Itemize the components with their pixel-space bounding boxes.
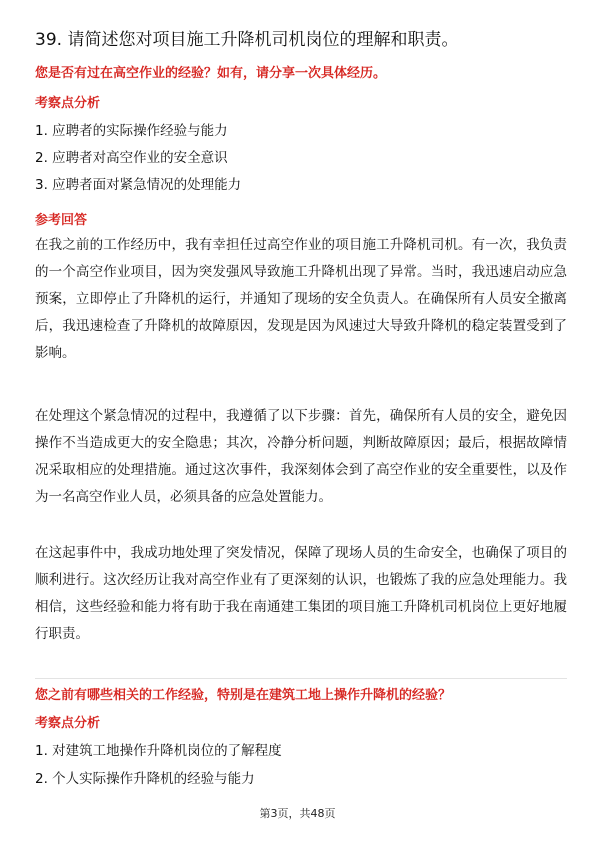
page-footer: 第3页，共48页	[259, 807, 336, 820]
analysis-heading-1: 考察点分析	[35, 96, 101, 111]
answer-paragraph: 在这起事件中，我成功地处理了突发情况，保障了现场人员的生命安全，也确保了项目的顺利进行。这次经历让我对高空作业有了更深刻的认识，也锻炼了我的应急处理能力。我相信，这些经验和能力将有助于我在南通建工集团的项目施工升降机司机岗位上更好地履行职责。	[35, 545, 567, 642]
analysis-heading-2: 考察点分析	[35, 716, 101, 731]
answer-paragraph: 在处理这个紧急情况的过程中，我遵循了以下步骤：首先，确保所有人员的安全，避免因操作不当造成更大的安全隐患；其次，冷静分析问题，判断故障原因；最后，根据故障情况采取相应的处理措施。通过这次事件，我深刻体会到了高空作业的安全重要性，以及作为一名高空作业人员，必须具备的应急处置能力。	[35, 408, 567, 505]
section-divider	[35, 678, 567, 679]
analysis-item: 2. 个人实际操作升降机的经验与能力	[35, 771, 255, 787]
analysis-item: 1. 应聘者的实际操作经验与能力	[35, 123, 228, 139]
analysis-item: 3. 应聘者面对紧急情况的处理能力	[35, 177, 242, 193]
answer-heading: 参考回答	[35, 213, 88, 228]
analysis-item: 2. 应聘者对高空作业的安全意识	[35, 150, 228, 166]
question-title: 39. 请简述您对项目施工升降机司机岗位的理解和职责。	[35, 30, 459, 50]
followup-question-2: 您之前有哪些相关的工作经验，特别是在建筑工地上操作升降机的经验？	[35, 688, 452, 703]
followup-question-1: 您是否有过在高空作业的经验？如有，请分享一次具体经历。	[35, 66, 387, 81]
analysis-item: 1. 对建筑工地操作升降机岗位的了解程度	[35, 743, 282, 759]
answer-paragraph: 在我之前的工作经历中，我有幸担任过高空作业的项目施工升降机司机。有一次，我负责的一个高空作业项目，因为突发强风导致施工升降机出现了异常。当时，我迅速启动应急预案，立即停止了升降机的运行，并通知了现场的安全负责人。在确保所有人员安全撤离后，我迅速检查了升降机的故障原因，发现是因为风速过大导致升降机的稳定装置受到了影响。	[35, 237, 567, 361]
